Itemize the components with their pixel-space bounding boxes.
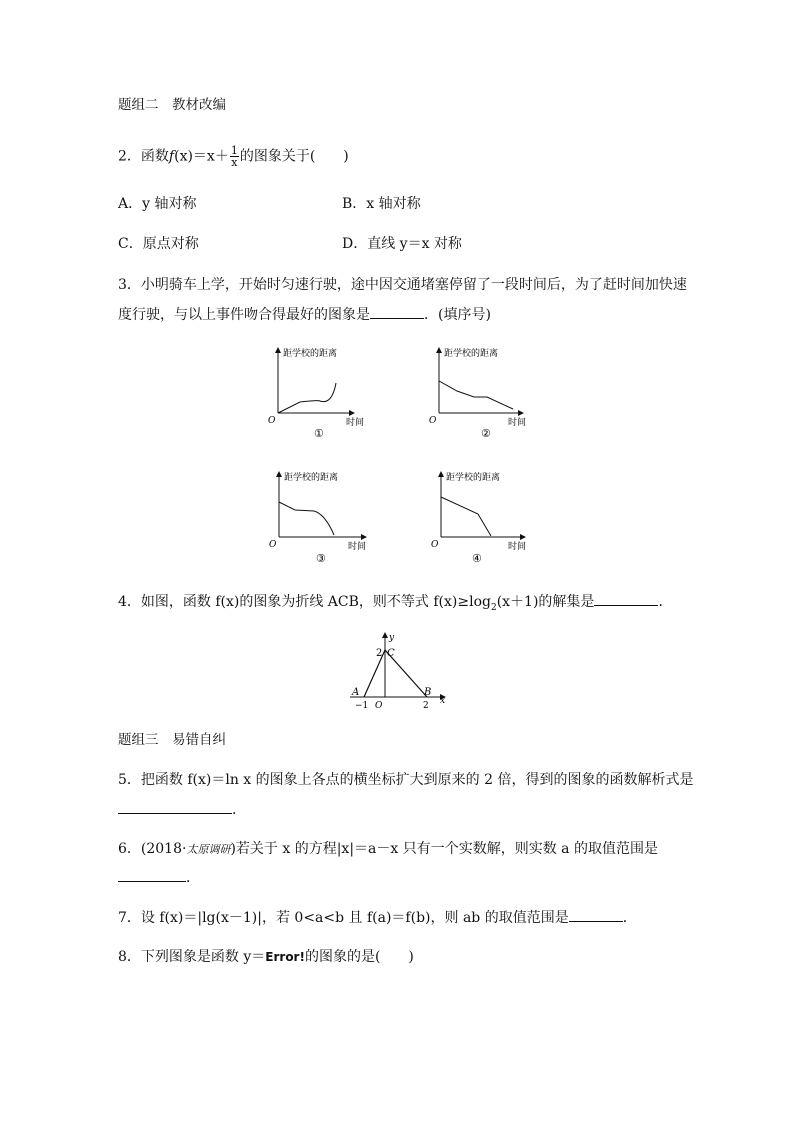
- question-3-line-1: 3．小明骑车上学，开始时匀速行驶，途中因交通堵塞停留了一段时间后，为了赶时间加快速: [118, 277, 687, 293]
- question-6-line-1: 6．(2018·太原调研)若关于 x 的方程|x|＝a－x 只有一个实数解，则实数 a 的取值范围是: [118, 841, 658, 857]
- answer-blank: [118, 867, 186, 882]
- graph-3-caption: ③: [316, 552, 326, 565]
- fig-origin: O: [375, 701, 383, 711]
- option-2a: A．y 轴对称: [118, 196, 197, 212]
- fig-y-label: y: [389, 633, 395, 643]
- question-5-line-1: 5．把函数 f(x)＝ln x 的图象上各点的横坐标扩大到原来的 2 倍，得到的图象的函数解析式是: [118, 772, 694, 788]
- graph-3: [269, 471, 366, 565]
- question-3-line-2: 度行驶，与以上事件吻合得最好的图象是 ．(填序号): [118, 304, 491, 324]
- question-2: 2．函数f(x)＝x＋ $\frac{1}{x}$ 的图象关于( ): [118, 144, 349, 169]
- graph-3-xlabel: 时间: [348, 542, 367, 552]
- answer-blank: [118, 799, 232, 814]
- answer-blank: [594, 591, 658, 606]
- fig-point-b: B: [424, 687, 432, 698]
- graph-2-origin: O: [429, 416, 437, 426]
- graph-4-ylabel: 距学校的距离: [446, 473, 501, 483]
- question-6-line-2: ．: [118, 867, 200, 887]
- option-2c: C．原点对称: [118, 236, 199, 252]
- question-8: 8．下列图象是函数 y＝Error!的图象的是( ): [118, 949, 414, 965]
- option-2b: B．x 轴对称: [342, 196, 421, 212]
- graph-2-curve: [439, 381, 513, 409]
- section-heading-3: 题组三 易错自纠: [118, 732, 226, 748]
- fig-tick-y2: 2: [376, 648, 383, 659]
- graph-1: [268, 347, 364, 440]
- fig-x-label: x: [440, 696, 446, 706]
- graph-3-origin: O: [269, 540, 277, 550]
- q4-figure: [350, 633, 445, 711]
- question-4: 4．如图，函数 f(x)的图象为折线 ACB，则不等式 $f(x)\ge\log_2(x+1)$的解集是 ．: [118, 591, 672, 617]
- graph-3-ylabel: 距学校的距离: [284, 473, 339, 483]
- graph-3-curve: [279, 502, 334, 535]
- fig-tick-neg1: −1: [355, 701, 369, 711]
- graph-2-xlabel: 时间: [508, 418, 527, 428]
- fig-point-a: A: [352, 687, 360, 698]
- graph-4: [431, 471, 526, 565]
- graph-1-ylabel: 距学校的距离: [283, 349, 338, 359]
- graph-1-curve: [278, 383, 336, 413]
- graph-1-caption: ①: [314, 427, 324, 440]
- section-heading-2: 题组二 教材改编: [118, 97, 226, 113]
- graph-2-caption: ②: [481, 427, 491, 440]
- graph-1-xlabel: 时间: [346, 418, 365, 428]
- graph-4-caption: ④: [472, 552, 482, 565]
- graph-2: [429, 347, 526, 440]
- graph-4-curve: [441, 497, 491, 536]
- option-2d: D．直线 y＝x 对称: [342, 236, 462, 252]
- fraction-1-over-x: $\frac{1}{x}$: [230, 144, 238, 169]
- fig-point-c: C: [387, 648, 395, 659]
- question-5-line-2: ．: [118, 799, 246, 819]
- polyline-acb: [364, 650, 427, 697]
- fig-tick-x2: 2: [423, 701, 429, 711]
- graph-2-ylabel: 距学校的距离: [444, 349, 499, 359]
- question-7: 7．设 f(x)＝|lg(x－1)|，若 0<a<b 且 f(a)＝f(b)，则 ab 的取值范围是 ．: [118, 907, 637, 927]
- answer-blank: [569, 907, 623, 922]
- graph-1-origin: O: [268, 416, 276, 426]
- graph-4-xlabel: 时间: [508, 542, 527, 552]
- graph-4-origin: O: [431, 540, 439, 550]
